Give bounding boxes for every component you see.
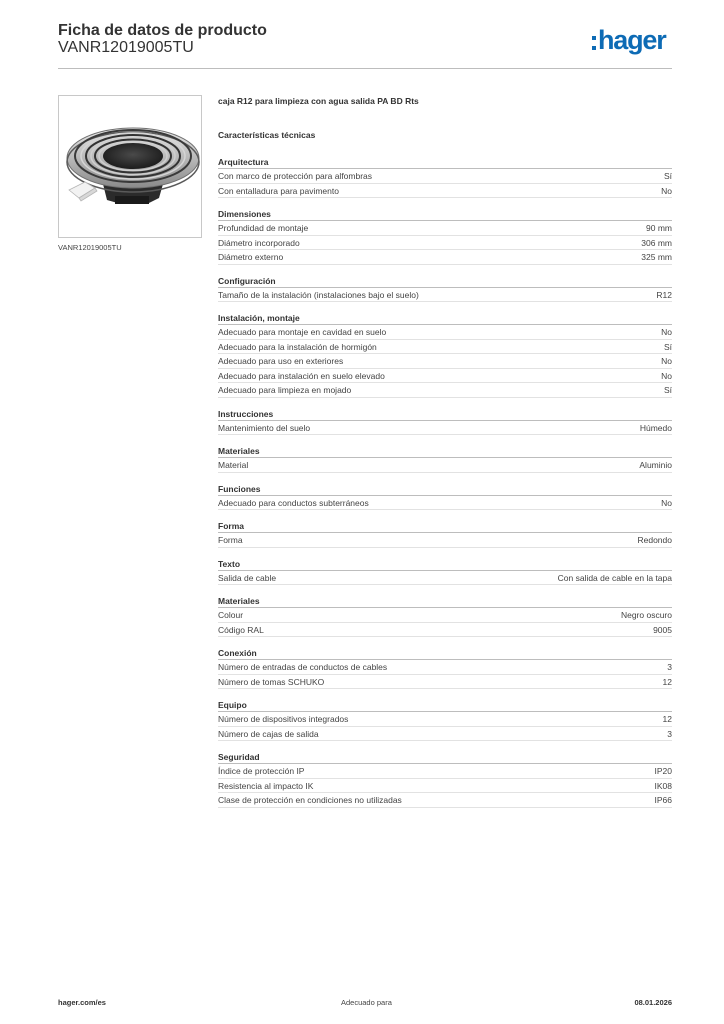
spec-row [218,288,672,303]
spec-row [218,325,672,340]
spec-value: No [661,497,672,508]
spec-section [218,156,672,198]
spec-label: Forma [218,535,243,545]
image-caption: VANR12019005TU [58,243,122,252]
section-title: Configuración [218,275,672,288]
hager-logo [592,26,666,56]
spec-value: No [661,356,672,366]
spec-row [218,354,672,369]
spec-value: Negro oscuro [620,610,672,620]
spec-section [218,647,672,689]
section-title: Dimensiones [218,208,672,221]
spec-sections [218,156,672,808]
spec-label: Número de dispositivos integrados [218,714,349,724]
spec-row [218,571,672,586]
spec-value: 325 mm [641,252,672,262]
spec-row [218,250,672,265]
spec-row [218,764,672,779]
spec-section [218,699,672,741]
spec-label: Adecuado para instalación en suelo elevado [218,370,385,381]
spec-label: Material [218,460,249,470]
logo-text: hager [598,25,666,55]
section-title: Instrucciones [218,408,672,421]
spec-value: 306 mm [641,237,672,248]
spec-value: IK08 [654,780,672,791]
footer-note: Adecuado para [341,998,392,1007]
spec-label: Diámetro externo [218,252,284,262]
section-title: Texto [218,558,672,571]
spec-row [218,608,672,623]
section-title: Funciones [218,483,672,496]
product-image [58,95,202,238]
spec-section [218,483,672,511]
spec-value: Sí [663,341,672,352]
spec-row [218,236,672,251]
spec-row [218,779,672,794]
spec-row [218,169,672,184]
spec-section [218,445,672,473]
page-title: Ficha de datos de producto [58,22,267,39]
floor-box-illustration [59,96,202,238]
technical-sheet [218,96,672,808]
spec-value: 12 [662,714,672,724]
spec-label: Adecuado para conductos subterráneos [218,497,369,508]
product-code: VANR12019005TU [58,39,194,56]
spec-label: Con marco de protección para alfombras [218,171,373,181]
spec-row [218,623,672,638]
spec-value: 9005 [653,624,672,635]
footer-website: hager.com/es [58,998,106,1007]
spec-value: Sí [663,171,672,181]
spec-row [218,421,672,436]
spec-row [218,533,672,548]
section-title: Seguridad [218,751,672,764]
header-divider [58,68,672,69]
spec-label: Índice de protección IP [218,766,305,776]
spec-label: Adecuado para montaje en cavidad en suelo [218,327,387,337]
spec-row [218,712,672,727]
spec-row [218,184,672,199]
spec-value: No [661,327,672,337]
spec-label: Profundidad de montaje [218,223,309,233]
spec-label: Resistencia al impacto IK [218,780,314,791]
section-title: Instalación, montaje [218,312,672,325]
spec-row [218,793,672,808]
spec-label: Diámetro incorporado [218,237,300,248]
section-title: Materiales [218,595,672,608]
spec-row [218,727,672,742]
spec-value: IP20 [654,766,672,776]
logo-colon-icon [592,36,596,50]
footer-date: 08.01.2026 [634,998,672,1007]
spec-label: Código RAL [218,624,264,635]
spec-value: 12 [662,676,672,687]
characteristics-heading: Características técnicas [218,130,316,140]
spec-value: Húmedo [639,422,672,433]
spec-row [218,221,672,236]
section-title: Arquitectura [218,156,672,169]
spec-row [218,340,672,355]
spec-label: Número de cajas de salida [218,728,319,739]
spec-row [218,660,672,675]
spec-label: Número de entradas de conductos de cables [218,662,388,672]
section-title: Equipo [218,699,672,712]
spec-label: Clase de protección en condiciones no utilizadas [218,795,402,805]
spec-section [218,520,672,548]
spec-value: Sí [663,385,672,395]
spec-section [218,408,672,436]
spec-value: Con salida de cable en la tapa [557,572,672,583]
spec-value: No [661,185,672,196]
spec-value: 3 [667,728,672,739]
spec-value: IP66 [654,795,672,805]
spec-value: Aluminio [639,460,672,470]
spec-row [218,496,672,511]
section-title: Materiales [218,445,672,458]
spec-value: R12 [656,289,672,300]
spec-section [218,595,672,637]
spec-label: Salida de cable [218,572,277,583]
spec-row [218,369,672,384]
spec-value: No [661,370,672,381]
spec-row [218,458,672,473]
spec-label: Colour [218,610,244,620]
section-title: Conexión [218,647,672,660]
product-title: caja R12 para limpieza con agua salida PA BD Rts [218,96,419,106]
spec-section [218,275,672,303]
spec-label: Adecuado para la instalación de hormigón [218,341,377,352]
spec-label: Adecuado para limpieza en mojado [218,385,352,395]
spec-section [218,558,672,586]
spec-label: Tamaño de la instalación (instalaciones bajo el suelo) [218,289,419,300]
section-title: Forma [218,520,672,533]
spec-row [218,675,672,690]
spec-section [218,751,672,808]
spec-label: Con entalladura para pavimento [218,185,339,196]
spec-value: Redondo [637,535,672,545]
spec-label: Número de tomas SCHUKO [218,676,325,687]
spec-value: 3 [667,662,672,672]
spec-section [218,208,672,265]
spec-label: Adecuado para uso en exteriores [218,356,344,366]
spec-row [218,383,672,398]
spec-section [218,312,672,398]
spec-label: Mantenimiento del suelo [218,422,311,433]
spec-value: 90 mm [646,223,672,233]
